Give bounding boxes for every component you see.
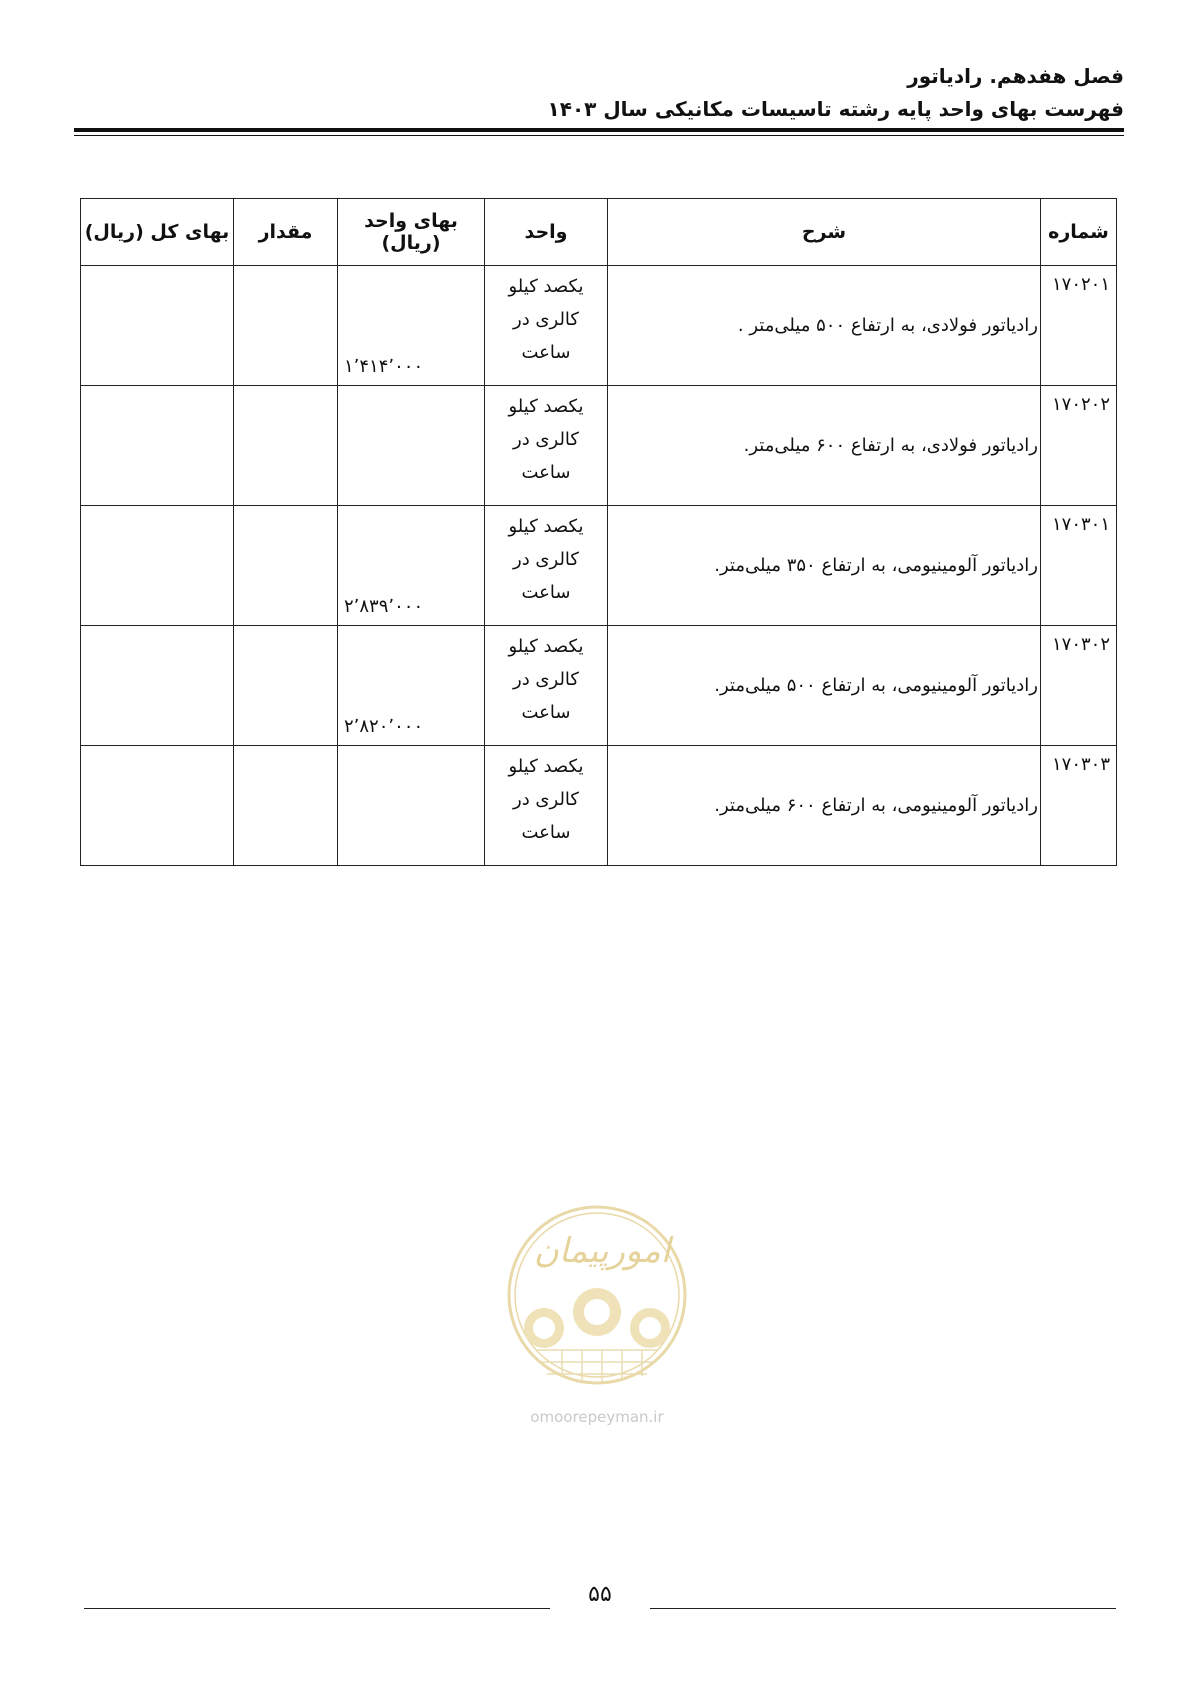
table-row bbox=[81, 386, 1117, 506]
price-table bbox=[80, 198, 1117, 866]
footer-rule-left bbox=[84, 1608, 550, 1609]
item-quantity bbox=[234, 626, 338, 746]
item-unit-price bbox=[338, 746, 485, 866]
document-title: فهرست بهای واحد پایه رشته تاسیسات مکانیکی سال ۱۴۰۳ bbox=[547, 97, 1124, 121]
header-rule-thick bbox=[74, 128, 1124, 132]
item-code: ۱۷۰۳۰۳ bbox=[1041, 746, 1117, 866]
column-header-unit-price: بهای واحد (ریال) bbox=[338, 199, 485, 266]
column-header-code: شماره bbox=[1041, 199, 1117, 266]
item-unit-price: ۱٬۴۱۴٬۰۰۰ bbox=[338, 266, 485, 386]
chapter-title: فصل هفدهم. رادیاتور bbox=[907, 64, 1124, 88]
item-total-price bbox=[81, 386, 234, 506]
item-description: رادیاتور آلومینیومی، به ارتفاع ۳۵۰ میلی‌متر. bbox=[608, 506, 1041, 626]
item-total-price bbox=[81, 506, 234, 626]
table-row bbox=[81, 266, 1117, 386]
item-unit: یکصد کیلو کالری در ساعت bbox=[485, 386, 608, 506]
item-quantity bbox=[234, 746, 338, 866]
item-quantity bbox=[234, 386, 338, 506]
watermark-logo bbox=[502, 1200, 692, 1430]
item-description: رادیاتور فولادی، به ارتفاع ۶۰۰ میلی‌متر. bbox=[608, 386, 1041, 506]
item-code: ۱۷۰۳۰۱ bbox=[1041, 506, 1117, 626]
item-description: رادیاتور آلومینیومی، به ارتفاع ۵۰۰ میلی‌متر. bbox=[608, 626, 1041, 746]
column-header-unit: واحد bbox=[485, 199, 608, 266]
header-rule-thin bbox=[74, 135, 1124, 136]
item-unit-price bbox=[338, 386, 485, 506]
item-code: ۱۷۰۳۰۲ bbox=[1041, 626, 1117, 746]
page-header bbox=[74, 60, 1124, 126]
item-code: ۱۷۰۲۰۱ bbox=[1041, 266, 1117, 386]
item-unit: یکصد کیلو کالری در ساعت bbox=[485, 506, 608, 626]
watermark-url: omoorepeyman.ir bbox=[530, 1408, 664, 1426]
item-unit-price: ۲٬۸۳۹٬۰۰۰ bbox=[338, 506, 485, 626]
column-header-total-price: بهای کل (ریال) bbox=[81, 199, 234, 266]
item-quantity bbox=[234, 506, 338, 626]
watermark-logo-text: امورپیمان bbox=[533, 1231, 671, 1271]
column-header-quantity: مقدار bbox=[234, 199, 338, 266]
item-total-price bbox=[81, 626, 234, 746]
item-unit-price: ۲٬۸۲۰٬۰۰۰ bbox=[338, 626, 485, 746]
item-unit: یکصد کیلو کالری در ساعت bbox=[485, 746, 608, 866]
page-number: ۵۵ bbox=[588, 1582, 612, 1607]
item-unit: یکصد کیلو کالری در ساعت bbox=[485, 266, 608, 386]
item-unit: یکصد کیلو کالری در ساعت bbox=[485, 626, 608, 746]
item-total-price bbox=[81, 746, 234, 866]
item-total-price bbox=[81, 266, 234, 386]
table-row bbox=[81, 506, 1117, 626]
item-code: ۱۷۰۲۰۲ bbox=[1041, 386, 1117, 506]
column-header-description: شرح bbox=[608, 199, 1041, 266]
item-quantity bbox=[234, 266, 338, 386]
table-row bbox=[81, 626, 1117, 746]
footer-rule-right bbox=[650, 1608, 1116, 1609]
table-row bbox=[81, 746, 1117, 866]
item-description: رادیاتور آلومینیومی، به ارتفاع ۶۰۰ میلی‌متر. bbox=[608, 746, 1041, 866]
item-description: رادیاتور فولادی، به ارتفاع ۵۰۰ میلی‌متر . bbox=[608, 266, 1041, 386]
watermark-emblem-icon bbox=[502, 1200, 692, 1430]
table-header-row bbox=[81, 199, 1117, 266]
